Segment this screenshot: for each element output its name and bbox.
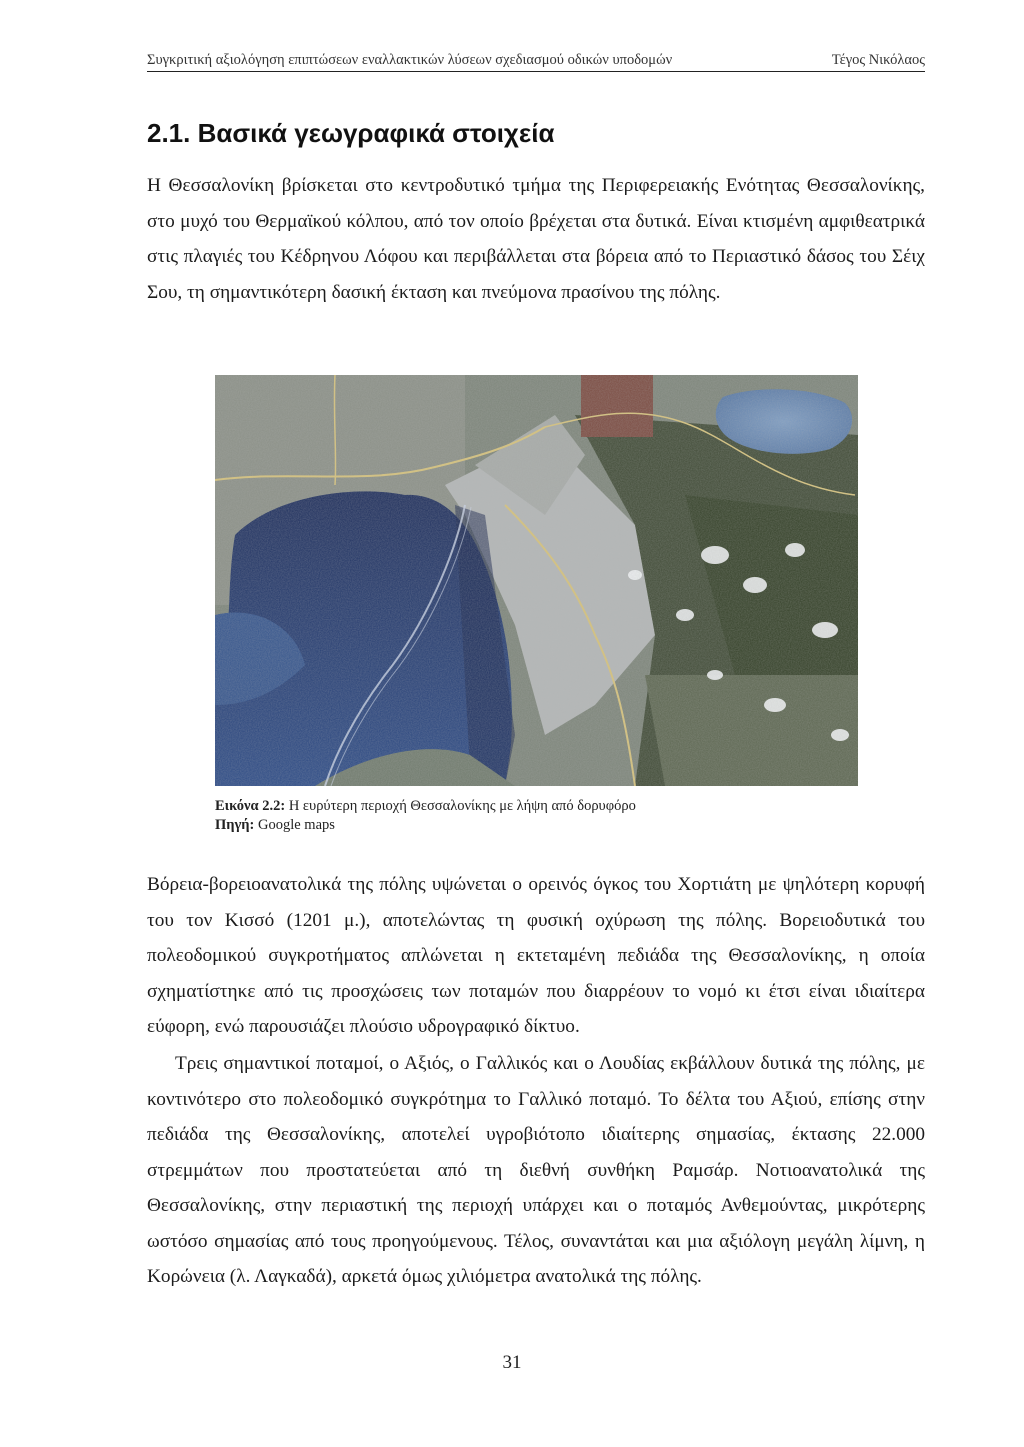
paragraph-location: Η Θεσσαλονίκη βρίσκεται στο κεντροδυτικό τμήμα της Περιφερειακής Ενότητας Θεσσαλονίκης, στο μυχό του Θερμαϊκού κόλπου, από τον οποίο βρέχεται στα δυτικά. Είναι κτισμένη αμφιθεατρικά στις πλαγιές του Κέδρηνου Λόφου και περιβάλλεται στα βόρεια από το Περιαστικό δάσος του Σέιχ Σου, τη σημαντικότερη δασική έκταση και πνεύμονα πρασίνου της πόλης. xyxy=(147,175,925,303)
caption-label: Εικόνα 2.2: xyxy=(215,798,286,814)
caption-text: Η ευρύτερη περιοχή Θεσσαλονίκης με λήψη από δορυφόρο xyxy=(285,798,636,814)
paragraph-mountains: Βόρεια-βορειοανατολικά της πόλης υψώνεται ο ορεινός όγκος του Χορτιάτη με ψηλότερη κορυφή του τον Κισσό (1201 μ.), αποτελώντας τη φυσική οχύρωση της πόλης. Βορειοδυτικά του πολεοδομικού συγκροτήματος απλώνεται η εκτεταμένη πεδιάδα της Θεσσαλονίκης, η οποία σχηματίστηκε από τις προσχώσεις των ποταμών που διαρρέουν το νομό κι έτσι είναι ιδιαίτερα εύφορη, ενώ παρουσιάζει πλούσιο υδρογραφικό δίκτυο. xyxy=(147,874,925,1037)
header-author: Τέγος Νικόλαος xyxy=(831,52,925,68)
caption-line xyxy=(215,797,915,816)
satellite-map-image xyxy=(215,375,858,786)
figure-caption xyxy=(215,797,915,835)
source-line xyxy=(215,816,915,835)
source-label: Πηγή: xyxy=(215,817,255,833)
section-title: 2.1. Βασικά γεωγραφικά στοιχεία xyxy=(147,118,555,148)
paragraph-rivers: Τρεις σημαντικοί ποταμοί, ο Αξιός, ο Γαλλικός και ο Λουδίας εκβάλλουν δυτικά της πόλης, με κοντινότερο στο πολεοδομικό συγκρότημα το Γαλλικό ποταμό. Το δέλτα του Αξιού, επίσης στην πεδιάδα της Θεσσαλονίκης, αποτελεί υγροβιότοπο ιδιαίτερης σημασίας, έκτασης 22.000 στρεμμάτων που προστατεύεται από τη διεθνή συνθήκη Ραμσάρ. Νοτιοανατολικά της Θεσσαλονίκης, στην περιαστική της περιοχή υπάρχει και ο ποταμός Ανθεμούντας, μικρότερης ωστόσο σημασίας από τους προηγούμενους. Τέλος, συναντάται και μια αξιόλογη μεγάλη λίμνη, η Κορώνεια (λ. Λαγκαδά), αρκετά όμως χιλιόμετρα ανατολικά της πόλης. xyxy=(147,1053,925,1287)
source-text: Google maps xyxy=(254,817,335,833)
page-number: 31 xyxy=(502,1352,522,1373)
running-header xyxy=(147,52,925,72)
header-document-title: Συγκριτική αξιολόγηση επιπτώσεων εναλλακτικών λύσεων σχεδιασμού οδικών υποδομών xyxy=(147,52,673,68)
